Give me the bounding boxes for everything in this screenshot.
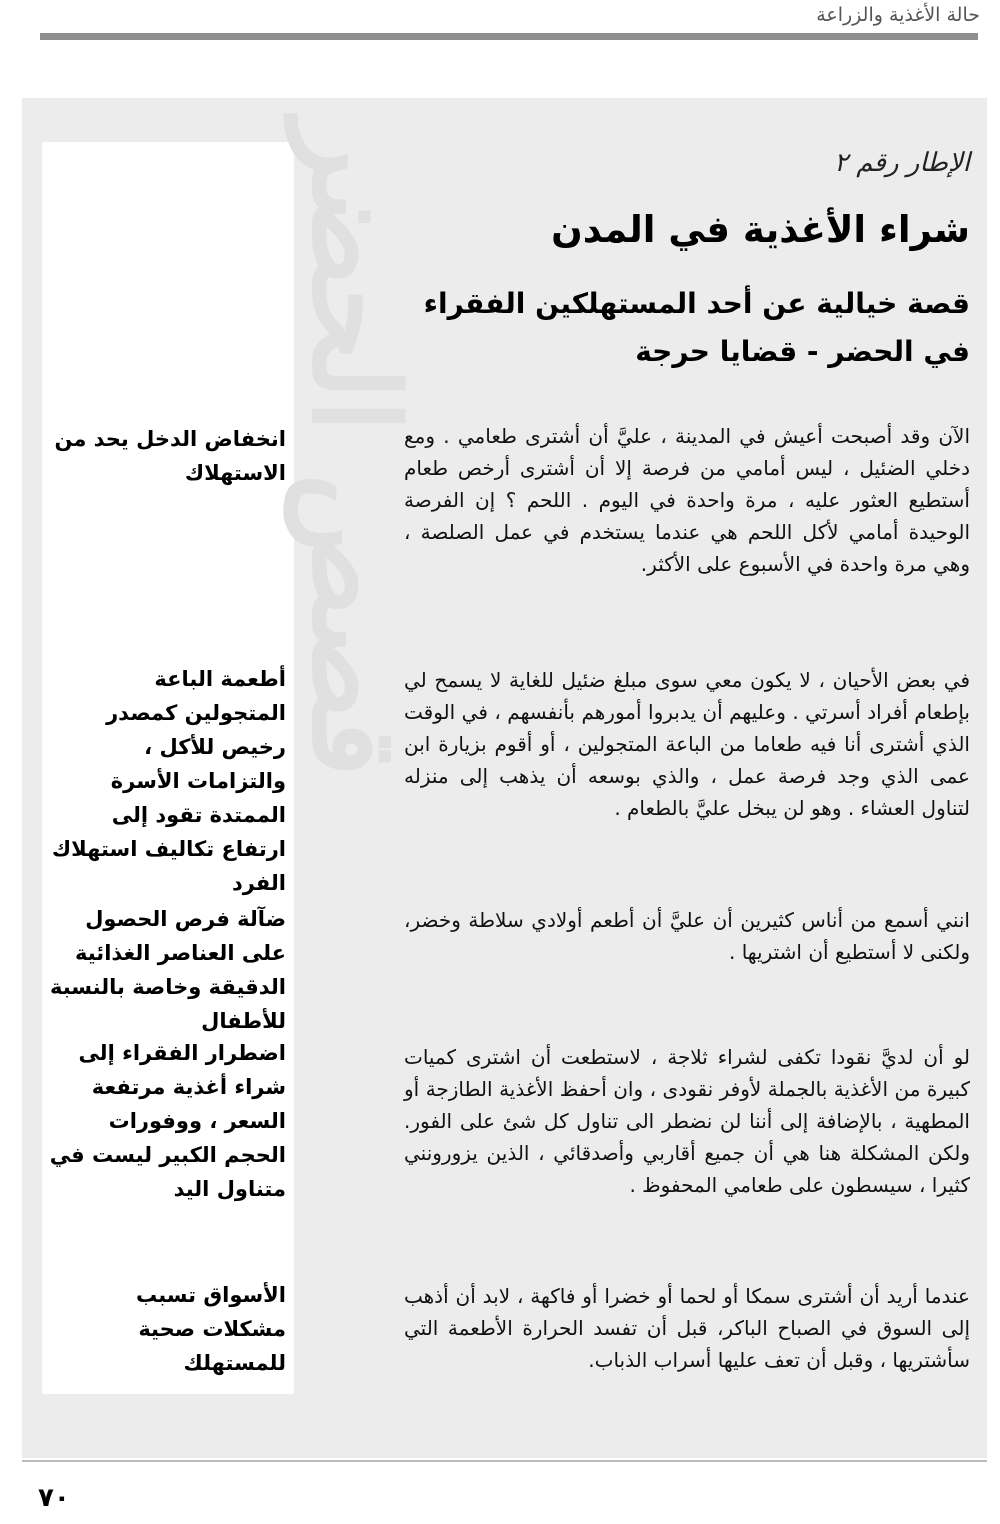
side-note-3: ضآلة فرص الحصول على العناصر الغذائية الدقيقة وخاصة بالنسبة للأطفال — [49, 907, 286, 1033]
box-subtitle-line-2: في الحضر - قضايا حرجة — [635, 335, 970, 368]
paragraph-1: الآن وقد أصبحت أعيش في المدينة ، عليَّ أن أشترى طعامي . ومع دخلي الضئيل ، ليس أمامي من فرصة إلا أن أشترى أرخص طعام أستطيع العثور عليه ، مرة واحدة في اليوم . اللحم ؟ إن الفرصة الوحيدة أمامي لأكل اللحم هي عندما يستخدم في عمل الصلصة ، وهي مرة واحدة في الأسبوع على الأكثر. — [404, 424, 970, 576]
side-note-5: الأسواق تسبب مشكلات صحية للمستهلك — [136, 1283, 286, 1375]
box-label: الإطار رقم ٢ — [833, 148, 970, 178]
watermark-text: قصص الحضر — [286, 120, 425, 777]
box-subtitle — [330, 280, 970, 376]
page-number: ٧٠ — [38, 1483, 70, 1513]
running-header: حالة الأغذية والزراعة — [816, 4, 980, 26]
side-note-1: انخفاض الدخل يحد من الاستهلاك — [54, 427, 286, 485]
paragraph-2: في بعض الأحيان ، لا يكون معي سوى مبلغ ضئيل للغاية لا يسمح لي بإطعام أفراد أسرتي . وعليهم أن يدبروا أمورهم بأنفسهم ، في الوقت الذي أشترى أنا فيه طعاما من الباعة المتجولين ، أو أقوم بزيارة ابن عمى الذي وجد فرصة عمل ، والذي بوسعه أن يذهب إلى منزله لتناول العشاء . وهو لن يبخل عليَّ بالطعام . — [404, 668, 970, 820]
side-note-4: اضطرار الفقراء إلى شراء أغذية مرتفعة السعر ، ووفورات الحجم الكبير ليست في متناول اليد — [49, 1041, 286, 1201]
header-rule — [40, 33, 978, 40]
box-title: شراء الأغذية في المدن — [551, 208, 970, 251]
bottom-rule — [22, 1460, 987, 1462]
side-note-2: أطعمة الباعة المتجولين كمصدر رخيص للأكل ، والتزامات الأسرة الممتدة تقود إلى ارتفاع تكاليف استهلاك الفرد — [51, 667, 286, 895]
paragraph-5: عندما أريد أن أشترى سمكا أو لحما أو خضرا أو فاكهة ، لابد أن أذهب إلى السوق في الصباح الباكر، قبل أن تفسد الحرارة الأطعمة التي سأشتريها ، وقبل أن تعف عليها أسراب الذباب. — [404, 1284, 970, 1372]
paragraph-4: لو أن لديَّ نقودا تكفى لشراء ثلاجة ، لاستطعت أن اشترى كميات كبيرة من الأغذية بالجملة لأوفر نقودى ، وان أحفظ الأغذية الطازجة أو المطهية ، بالإضافة إلى أننا لن نضطر الى تناول كل شئ على الفور. ولكن المشكلة هنا هي أن جميع أقاربي وأصدقائي ، الذين يزورونني كثيرا ، سيسطون على طعامي المحفوظ . — [404, 1045, 970, 1197]
box-subtitle-line-1: قصة خيالية عن أحد المستهلكين الفقراء — [423, 287, 970, 320]
paragraph-3: انني أسمع من أناس كثيرين أن عليَّ أن أطعم أولادي سلاطة وخضر، ولكنى لا أستطيع أن اشتريها . — [404, 908, 970, 964]
